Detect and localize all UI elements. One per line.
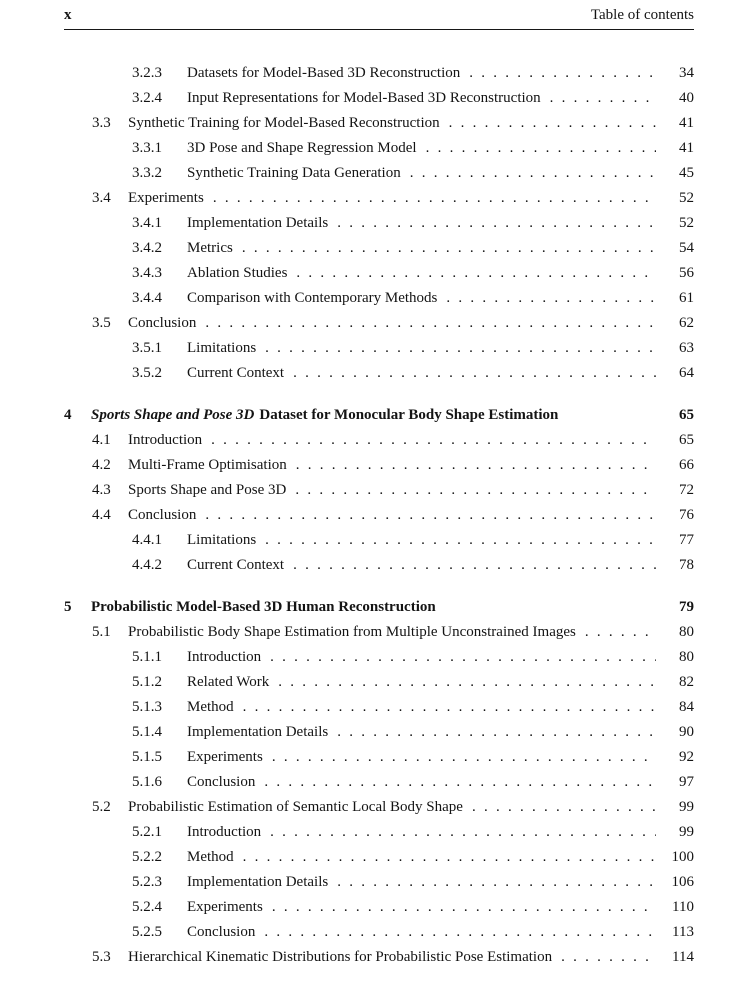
toc-entry-page: 114	[672, 949, 694, 965]
toc-entry-number: 5.3	[92, 949, 111, 965]
toc-entry-title: Method	[187, 849, 234, 865]
leader-dots	[296, 453, 656, 478]
leader-dots	[270, 645, 656, 670]
toc-entry[interactable]	[64, 920, 694, 945]
toc-entry-title: Synthetic Training for Model-Based Reconstruction	[128, 115, 440, 131]
toc-entry-title: Conclusion	[187, 924, 256, 940]
toc-entry-title: Experiments	[187, 899, 263, 915]
leader-dots	[293, 361, 656, 386]
toc-entry[interactable]	[64, 745, 694, 770]
toc-entry-number: 3.4.4	[132, 290, 162, 306]
toc-entry[interactable]	[64, 311, 694, 336]
toc-entry-number: 5.2.4	[132, 899, 162, 915]
leader-dots	[213, 186, 656, 211]
leader-dots	[337, 211, 656, 236]
toc-entry[interactable]	[64, 453, 694, 478]
toc-entry-page: 63	[679, 340, 694, 356]
leader-dots	[337, 720, 656, 745]
toc-entry-page: 41	[679, 115, 694, 131]
toc-entry-page: 61	[679, 290, 694, 306]
leader-dots	[295, 478, 656, 503]
toc-entry-page: 106	[671, 874, 694, 890]
toc-entry-number: 3.3.1	[132, 140, 162, 156]
toc-entry-title: Limitations	[187, 532, 257, 548]
leader-dots	[211, 428, 656, 453]
leader-dots	[242, 236, 656, 261]
page-number: x	[64, 7, 72, 23]
toc-entry-page: 99	[679, 799, 694, 815]
toc-entry-title: Ablation Studies	[187, 265, 288, 281]
toc-entry[interactable]	[64, 645, 694, 670]
toc-entry-title: Implementation Details	[187, 215, 329, 231]
toc-entry-page: 97	[679, 774, 694, 790]
toc-entry-page: 64	[679, 365, 694, 381]
toc-entry-page: 34	[679, 65, 694, 81]
toc-entry-title: Probabilistic Model-Based 3D Human Reconstruction	[91, 599, 436, 615]
toc-entry[interactable]	[64, 161, 694, 186]
toc-entry[interactable]	[64, 895, 694, 920]
toc-entry-number: 5.1.5	[132, 749, 162, 765]
toc-entry-number: 3.5	[92, 315, 111, 331]
toc-entry-title: Dataset for Monocular Body Shape Estimation	[259, 407, 559, 423]
toc-entry-page: 110	[672, 899, 694, 915]
toc-entry[interactable]	[64, 870, 694, 895]
toc-entry-number: 4.3	[92, 482, 111, 498]
toc-entry-number: 4.4.2	[132, 557, 162, 573]
toc-entry-number: 3.4.3	[132, 265, 162, 281]
toc-entry-page: 45	[679, 165, 694, 181]
toc-entry-title: Introduction	[128, 432, 203, 448]
toc-entry-number: 3.4	[92, 190, 111, 206]
running-header	[64, 0, 694, 30]
leader-dots	[264, 770, 656, 795]
toc-entry[interactable]	[64, 186, 694, 211]
toc-entry-number: 3.2.4	[132, 90, 162, 106]
toc-entry[interactable]	[64, 553, 694, 578]
leader-dots	[272, 745, 656, 770]
toc-entry-number: 3.3.2	[132, 165, 162, 181]
leader-dots	[426, 136, 656, 161]
toc-entry-page: 56	[679, 265, 694, 281]
toc-entry[interactable]	[64, 136, 694, 161]
toc-entry[interactable]	[64, 670, 694, 695]
leader-dots	[410, 161, 656, 186]
toc-entry-page: 80	[679, 624, 694, 640]
toc-entry[interactable]	[64, 428, 694, 453]
toc-entry-number: 5.2.1	[132, 824, 162, 840]
toc-entry-title: Current Context	[187, 365, 285, 381]
leader-dots	[243, 695, 656, 720]
toc-entry[interactable]	[64, 595, 694, 620]
toc-entry-number: 5.2	[92, 799, 111, 815]
toc-entry-title: Limitations	[187, 340, 257, 356]
leader-dots	[449, 111, 656, 136]
toc-entry-page: 77	[679, 532, 694, 548]
leader-dots	[472, 795, 656, 820]
toc-entry-number: 5.2.3	[132, 874, 162, 890]
toc-entry-number: 5	[64, 599, 72, 615]
toc-entry-number: 5.1.3	[132, 699, 162, 715]
toc-entry-title: Probabilistic Body Shape Estimation from Multiple Unconstrained Images	[128, 624, 576, 640]
toc-entry[interactable]	[64, 336, 694, 361]
toc-entry-title: Probabilistic Estimation of Semantic Local Body Shape	[128, 799, 463, 815]
toc-entry-title: Comparison with Contemporary Methods	[187, 290, 438, 306]
leader-dots	[278, 670, 656, 695]
toc-entry-number: 3.2.3	[132, 65, 162, 81]
toc-entry-page: 65	[679, 432, 694, 448]
toc-entry[interactable]	[64, 945, 694, 970]
leader-dots	[272, 895, 656, 920]
toc-entry-number: 5.2.5	[132, 924, 162, 940]
leader-dots	[469, 61, 656, 86]
toc-entry-title-italic: Sports Shape and Pose 3D	[91, 407, 255, 423]
toc-entry[interactable]	[64, 795, 694, 820]
toc-entry-number: 3.5.2	[132, 365, 162, 381]
toc-entry-title: Related Work	[187, 674, 270, 690]
toc-entry-page: 92	[679, 749, 694, 765]
toc-entry-number: 4	[64, 407, 72, 423]
toc-entry-page: 99	[679, 824, 694, 840]
toc-entry[interactable]	[64, 361, 694, 386]
toc-entry-number: 5.1	[92, 624, 111, 640]
toc-entry-title: Conclusion	[128, 507, 197, 523]
toc-entry-title: Introduction	[187, 649, 262, 665]
toc-entry-number: 5.1.6	[132, 774, 162, 790]
leader-dots	[561, 945, 656, 970]
toc-entry-title: Datasets for Model-Based 3D Reconstruction	[187, 65, 461, 81]
toc-entry[interactable]	[64, 211, 694, 236]
toc-entry[interactable]	[64, 236, 694, 261]
toc-entry-title: Implementation Details	[187, 874, 329, 890]
toc-entry-title: Sports Shape and Pose 3D	[128, 482, 287, 498]
toc-entry-page: 78	[679, 557, 694, 573]
toc-entry[interactable]	[64, 286, 694, 311]
toc-entry-number: 5.1.4	[132, 724, 162, 740]
toc-entry-title: 3D Pose and Shape Regression Model	[187, 140, 417, 156]
leader-dots	[550, 86, 656, 111]
toc-entry-title: Input Representations for Model-Based 3D Reconstruction	[187, 90, 541, 106]
toc-entry-title: Current Context	[187, 557, 285, 573]
toc-entry[interactable]	[64, 403, 694, 428]
toc-entry[interactable]	[64, 503, 694, 528]
toc-entry-title: Introduction	[187, 824, 262, 840]
toc-entry[interactable]	[64, 111, 694, 136]
toc-entry-number: 4.4.1	[132, 532, 162, 548]
toc-entry-page: 52	[679, 190, 694, 206]
toc-entry-page: 80	[679, 649, 694, 665]
toc-entry-title: Implementation Details	[187, 724, 329, 740]
leader-dots	[265, 528, 656, 553]
toc-entry[interactable]	[64, 845, 694, 870]
toc-entry-page: 65	[679, 407, 694, 423]
toc-entry[interactable]	[64, 86, 694, 111]
toc-entry[interactable]	[64, 478, 694, 503]
toc-entry-page: 100	[671, 849, 694, 865]
toc-entry-title: Conclusion	[128, 315, 197, 331]
leader-dots	[205, 503, 656, 528]
leader-dots	[265, 336, 656, 361]
leader-dots	[293, 553, 656, 578]
toc-entry-number: 3.4.1	[132, 215, 162, 231]
leader-dots	[264, 920, 656, 945]
leader-dots	[205, 311, 656, 336]
toc-entry-title: Experiments	[187, 749, 263, 765]
toc-entry-page: 113	[672, 924, 694, 940]
toc-entry-title: Hierarchical Kinematic Distributions for Probabilistic Pose Estimation	[128, 949, 553, 965]
leader-dots	[585, 620, 656, 645]
leader-dots	[337, 870, 656, 895]
toc-entry-number: 3.3	[92, 115, 111, 131]
toc-entry-number: 5.2.2	[132, 849, 162, 865]
toc-entry-page: 41	[679, 140, 694, 156]
toc-entry-page: 82	[679, 674, 694, 690]
leader-dots	[296, 261, 656, 286]
toc-entry[interactable]	[64, 261, 694, 286]
toc-entry-title: Synthetic Training Data Generation	[187, 165, 401, 181]
toc-list	[64, 30, 694, 970]
toc-entry-page: 72	[679, 482, 694, 498]
toc-entry[interactable]	[64, 695, 694, 720]
toc-entry-number: 4.4	[92, 507, 111, 523]
toc-entry-page: 62	[679, 315, 694, 331]
toc-entry-title: Conclusion	[187, 774, 256, 790]
toc-entry[interactable]	[64, 61, 694, 86]
toc-entry[interactable]	[64, 620, 694, 645]
toc-entry-page: 76	[679, 507, 694, 523]
toc-entry-page: 54	[679, 240, 694, 256]
toc-entry-page: 79	[679, 599, 694, 615]
toc-entry[interactable]	[64, 820, 694, 845]
toc-entry-page: 84	[679, 699, 694, 715]
header-title: Table of contents	[590, 7, 694, 23]
toc-entry-title: Experiments	[128, 190, 204, 206]
leader-dots	[270, 820, 656, 845]
toc-entry-title: Multi-Frame Optimisation	[128, 457, 287, 473]
toc-entry[interactable]	[64, 770, 694, 795]
toc-entry[interactable]	[64, 720, 694, 745]
toc-entry-number: 5.1.2	[132, 674, 162, 690]
toc-entry-page: 40	[679, 90, 694, 106]
toc-entry-page: 90	[679, 724, 694, 740]
leader-dots	[446, 286, 656, 311]
leader-dots	[243, 845, 656, 870]
toc-entry-page: 52	[679, 215, 694, 231]
toc-entry-number: 4.2	[92, 457, 111, 473]
toc-entry-number: 4.1	[92, 432, 111, 448]
toc-entry-number: 3.4.2	[132, 240, 162, 256]
toc-entry-title: Method	[187, 699, 234, 715]
toc-entry-number: 5.1.1	[132, 649, 162, 665]
toc-entry-number: 3.5.1	[132, 340, 162, 356]
toc-entry-page: 66	[679, 457, 694, 473]
toc-entry-title: Metrics	[187, 240, 233, 256]
toc-entry[interactable]	[64, 528, 694, 553]
